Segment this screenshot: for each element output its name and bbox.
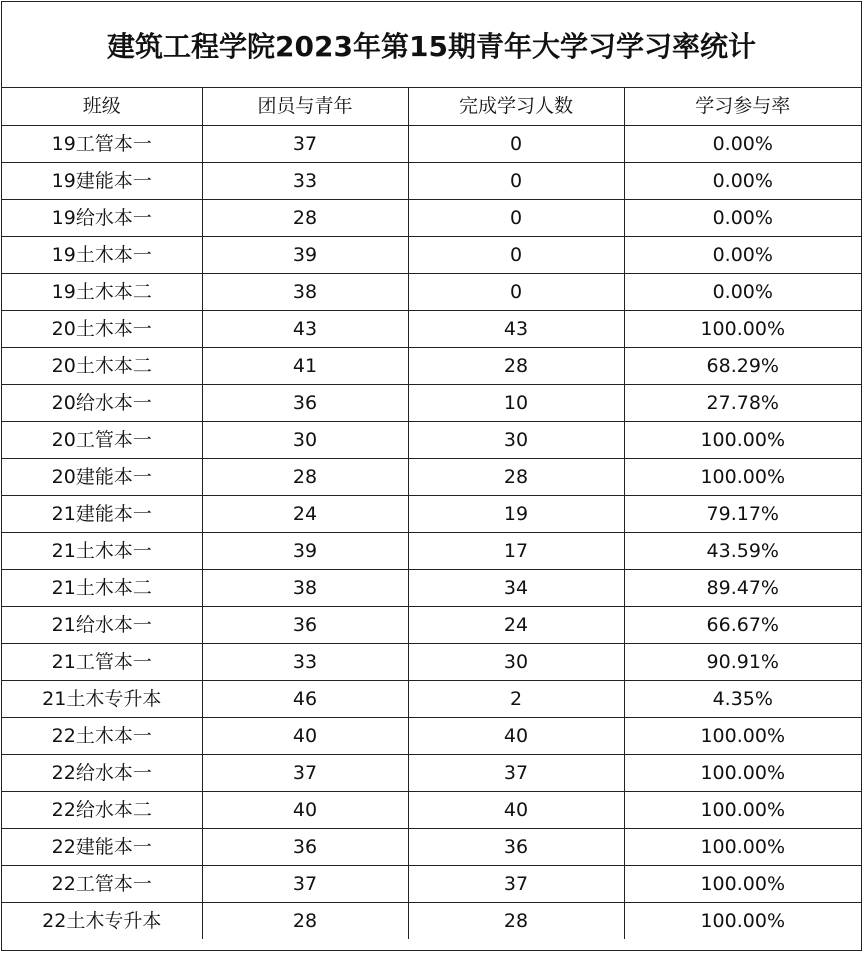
class-cell: 22给水本二: [2, 791, 202, 828]
table-row: [2, 717, 861, 754]
rate-cell: 0.00%: [624, 125, 861, 162]
completed-cell: 0: [408, 125, 624, 162]
table-row: [2, 754, 861, 791]
table-row: [2, 680, 861, 717]
class-cell: 22建能本一: [2, 828, 202, 865]
column-header-members: 团员与青年: [202, 88, 408, 125]
members-cell: 28: [202, 458, 408, 495]
class-cell: 19给水本一: [2, 199, 202, 236]
completed-cell: 0: [408, 236, 624, 273]
completed-cell: 0: [408, 162, 624, 199]
rate-cell: 100.00%: [624, 754, 861, 791]
completed-cell: 28: [408, 458, 624, 495]
table-row: [2, 828, 861, 865]
class-cell: 21给水本一: [2, 606, 202, 643]
table-row: [2, 865, 861, 902]
completed-cell: 17: [408, 532, 624, 569]
members-cell: 36: [202, 828, 408, 865]
class-cell: 21工管本一: [2, 643, 202, 680]
rate-cell: 27.78%: [624, 384, 861, 421]
table-row: [2, 902, 861, 939]
rate-cell: 100.00%: [624, 421, 861, 458]
rate-cell: 100.00%: [624, 310, 861, 347]
members-cell: 41: [202, 347, 408, 384]
table-row: [2, 606, 861, 643]
table-row: [2, 199, 861, 236]
members-cell: 36: [202, 384, 408, 421]
table-row: [2, 495, 861, 532]
table-row: [2, 310, 861, 347]
rate-cell: 4.35%: [624, 680, 861, 717]
members-cell: 37: [202, 865, 408, 902]
class-cell: 22给水本一: [2, 754, 202, 791]
completed-cell: 40: [408, 717, 624, 754]
table-row: [2, 384, 861, 421]
completed-cell: 24: [408, 606, 624, 643]
members-cell: 43: [202, 310, 408, 347]
members-cell: 30: [202, 421, 408, 458]
completed-cell: 37: [408, 754, 624, 791]
class-cell: 19工管本一: [2, 125, 202, 162]
members-cell: 28: [202, 199, 408, 236]
table-row: [2, 162, 861, 199]
members-cell: 28: [202, 902, 408, 939]
rate-cell: 100.00%: [700, 909, 786, 932]
members-cell: 37: [202, 754, 408, 791]
completed-cell: 10: [408, 384, 624, 421]
class-cell: 20土木本二: [2, 347, 202, 384]
class-cell: 19土木本一: [2, 236, 202, 273]
rate-cell: 89.47%: [624, 569, 861, 606]
members-cell: 24: [202, 495, 408, 532]
rate-cell: 0.00%: [624, 236, 861, 273]
completed-cell: 0: [408, 273, 624, 310]
class-cell: 19土木本二: [2, 273, 202, 310]
completed-cell: 30: [408, 421, 624, 458]
statistics-table: [2, 88, 861, 939]
completed-cell: 34: [408, 569, 624, 606]
sheet-title: 建筑工程学院2023年第15期青年大学习学习率统计: [2, 2, 861, 88]
members-cell: 39: [202, 532, 408, 569]
class-cell: 21土木本二: [2, 569, 202, 606]
rate-cell: 100.00%: [624, 865, 861, 902]
rate-cell: 100.00%: [624, 828, 861, 865]
completed-cell: 43: [408, 310, 624, 347]
class-cell: 22土木专升本: [2, 902, 202, 939]
members-cell: 37: [202, 125, 408, 162]
rate-cell: 43.59%: [624, 532, 861, 569]
class-cell: 22工管本一: [2, 865, 202, 902]
members-cell: 33: [202, 162, 408, 199]
rate-cell: 100.00%: [624, 717, 861, 754]
rate-cell: 100.00%: [624, 458, 861, 495]
members-cell: 36: [202, 606, 408, 643]
completed-cell: 19: [408, 495, 624, 532]
table-row: [2, 643, 861, 680]
members-cell: 40: [202, 717, 408, 754]
completed-cell: 28: [408, 902, 624, 939]
table-body: [2, 125, 861, 939]
table-row: [2, 125, 861, 162]
table-row: [2, 458, 861, 495]
rate-cell: 90.91%: [624, 643, 861, 680]
class-cell: 20建能本一: [2, 458, 202, 495]
table-row: [2, 347, 861, 384]
members-cell: 38: [202, 273, 408, 310]
members-cell: 40: [202, 791, 408, 828]
rate-cell: 100.00%: [624, 791, 861, 828]
table-row: [2, 236, 861, 273]
completed-cell: 28: [408, 347, 624, 384]
class-cell: 21建能本一: [2, 495, 202, 532]
rate-cell: 0.00%: [624, 162, 861, 199]
table-row: [2, 273, 861, 310]
completed-cell: 37: [408, 865, 624, 902]
table-row: [2, 791, 861, 828]
completed-cell: 0: [408, 199, 624, 236]
class-cell: 21土木专升本: [2, 680, 202, 717]
table-row: [2, 532, 861, 569]
rate-cell: 0.00%: [624, 199, 861, 236]
class-cell: 20工管本一: [2, 421, 202, 458]
rate-cell: 68.29%: [624, 347, 861, 384]
class-cell: 20给水本一: [2, 384, 202, 421]
class-cell: 19建能本一: [2, 162, 202, 199]
rate-cell: 0.00%: [624, 273, 861, 310]
members-cell: 33: [202, 643, 408, 680]
members-cell: 38: [202, 569, 408, 606]
rate-cell: 66.67%: [624, 606, 861, 643]
members-cell: 39: [202, 236, 408, 273]
completed-cell: 36: [408, 828, 624, 865]
rate-cell: 79.17%: [624, 495, 861, 532]
header-row: [2, 88, 861, 125]
class-cell: 20土木本一: [2, 310, 202, 347]
statistics-sheet: [1, 1, 862, 951]
column-header-rate: 学习参与率: [624, 88, 861, 125]
members-cell: 46: [202, 680, 408, 717]
table-row: [2, 569, 861, 606]
table-row: [2, 421, 861, 458]
completed-cell: 2: [408, 680, 624, 717]
completed-cell: 40: [408, 791, 624, 828]
class-cell: 21土木本一: [2, 532, 202, 569]
column-header-class: 班级: [2, 88, 202, 125]
class-cell: 22土木本一: [2, 717, 202, 754]
column-header-completed: 完成学习人数: [408, 88, 624, 125]
completed-cell: 30: [408, 643, 624, 680]
